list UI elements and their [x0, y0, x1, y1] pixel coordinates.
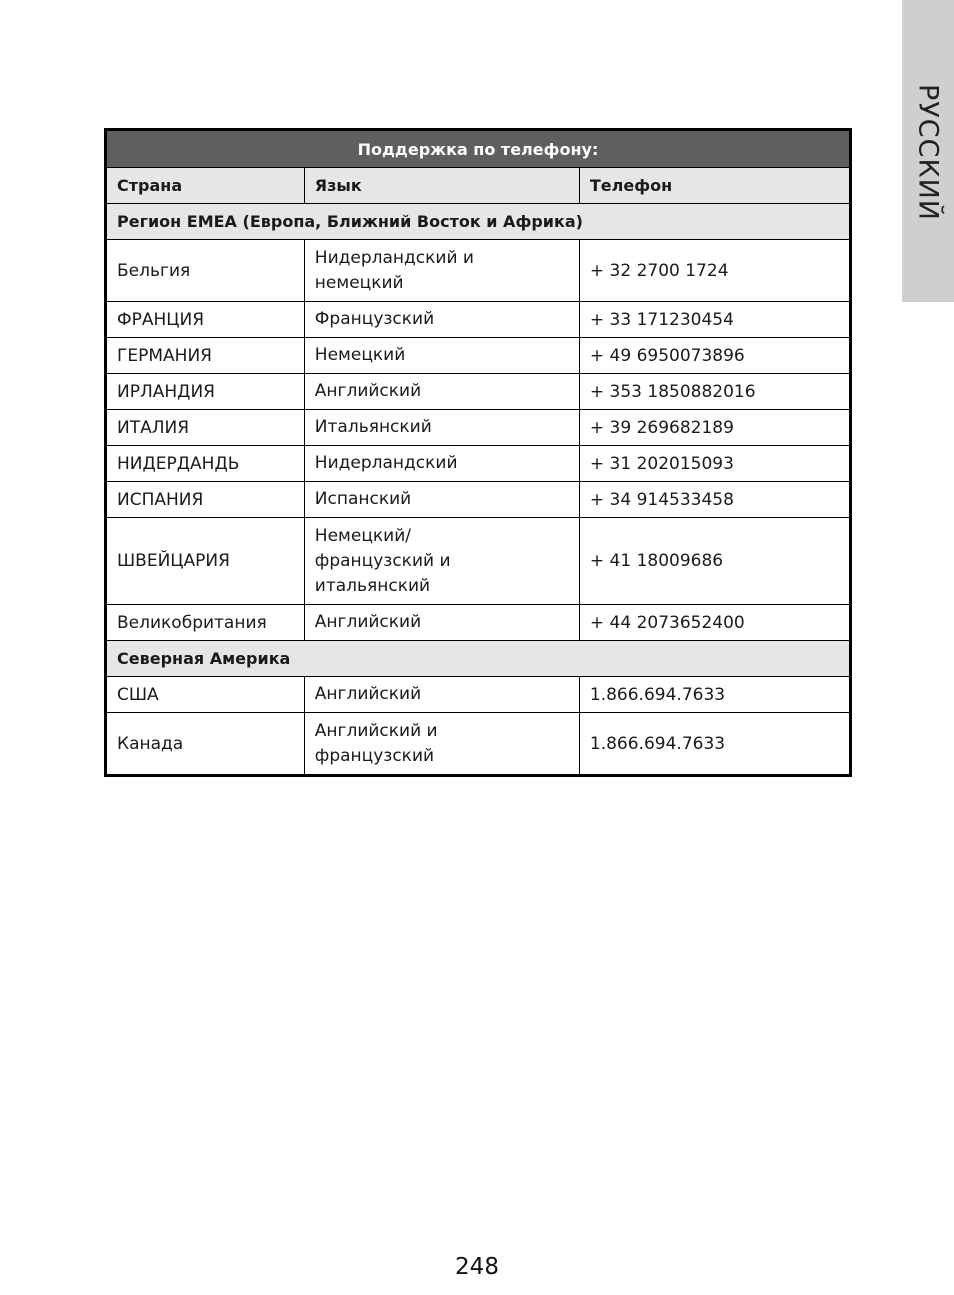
header-country: Страна — [106, 168, 305, 204]
language-line: Испанский — [314, 489, 412, 509]
table-row — [106, 605, 851, 641]
phone-cell: + 353 1850882016 — [579, 374, 850, 410]
country-cell: Великобритания — [106, 605, 305, 641]
phone-cell: + 41 18009686 — [579, 518, 850, 605]
phone-cell: + 44 2073652400 — [579, 605, 850, 641]
language-cell — [304, 482, 579, 518]
table-row — [106, 518, 851, 605]
table-row — [106, 410, 851, 446]
language-line: Английский и — [314, 720, 438, 741]
language-side-tab-label-wrap — [902, 0, 954, 302]
country-cell: ИСПАНИЯ — [106, 482, 305, 518]
phone-support-table — [104, 128, 852, 777]
table-row — [106, 338, 851, 374]
region-name: Регион EMEA (Европа, Ближний Восток и Африка) — [106, 204, 851, 240]
language-cell — [304, 446, 579, 482]
phone-cell: 1.866.694.7633 — [579, 677, 850, 713]
language-cell — [304, 677, 579, 713]
region-row — [106, 641, 851, 677]
language-line: Немецкий — [314, 345, 406, 365]
language-line: французский — [314, 745, 435, 766]
language-line: итальянский — [314, 575, 431, 596]
language-cell — [304, 410, 579, 446]
language-line: французский и — [314, 550, 451, 571]
country-cell: ФРАНЦИЯ — [106, 302, 305, 338]
language-cell — [304, 518, 579, 605]
phone-cell: + 49 6950073896 — [579, 338, 850, 374]
language-cell — [304, 302, 579, 338]
region-name: Северная Америка — [106, 641, 851, 677]
country-cell: США — [106, 677, 305, 713]
country-cell: Бельгия — [106, 240, 305, 302]
language-side-tab — [902, 0, 954, 302]
language-line: Нидерландский — [314, 453, 458, 473]
language-line: немецкий — [314, 272, 404, 293]
phone-cell: + 33 171230454 — [579, 302, 850, 338]
language-side-tab-label: РУССКИЙ — [912, 84, 944, 222]
language-line: Английский — [314, 684, 422, 704]
table-title-row — [106, 130, 851, 168]
table-row — [106, 240, 851, 302]
country-cell: ИРЛАНДИЯ — [106, 374, 305, 410]
language-cell — [304, 713, 579, 776]
table-row — [106, 374, 851, 410]
language-line: Немецкий/ — [314, 525, 411, 546]
table-row — [106, 677, 851, 713]
phone-cell: + 31 202015093 — [579, 446, 850, 482]
country-cell: НИДЕРДАНДЬ — [106, 446, 305, 482]
country-cell: ГЕРМАНИЯ — [106, 338, 305, 374]
country-cell: ИТАЛИЯ — [106, 410, 305, 446]
language-cell — [304, 605, 579, 641]
language-cell — [304, 374, 579, 410]
page-number: 248 — [455, 1254, 499, 1280]
language-cell — [304, 240, 579, 302]
language-line: Английский — [314, 612, 422, 632]
phone-cell: 1.866.694.7633 — [579, 713, 850, 776]
country-cell: ШВЕЙЦАРИЯ — [106, 518, 305, 605]
region-row — [106, 204, 851, 240]
country-cell: Канада — [106, 713, 305, 776]
phone-cell: + 32 2700 1724 — [579, 240, 850, 302]
table-row — [106, 713, 851, 776]
language-line: Английский — [314, 381, 422, 401]
language-line: Французский — [314, 309, 435, 329]
language-cell — [304, 338, 579, 374]
table-row — [106, 302, 851, 338]
header-language: Язык — [304, 168, 579, 204]
table-title: Поддержка по телефону: — [106, 130, 851, 168]
header-phone: Телефон — [579, 168, 850, 204]
table-header-row — [106, 168, 851, 204]
table-body — [106, 204, 851, 776]
language-line: Нидерландский и — [314, 247, 474, 268]
language-line: Итальянский — [314, 417, 432, 437]
table-row — [106, 482, 851, 518]
table-row — [106, 446, 851, 482]
phone-cell: + 39 269682189 — [579, 410, 850, 446]
phone-cell: + 34 914533458 — [579, 482, 850, 518]
